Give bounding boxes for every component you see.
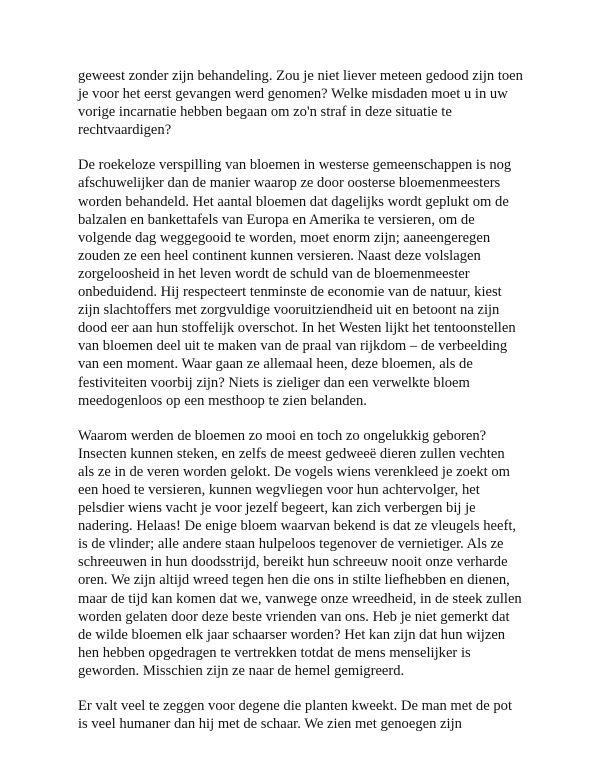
paragraph-2: [78, 156, 548, 409]
text-line: zijn slachtoffers met zorgvuldige vooruitziendheid uit en betoont na zijn: [78, 302, 500, 319]
text-line: Waarom werden de bloemen zo mooi en toch zo ongelukkig geboren?: [78, 427, 487, 444]
text-line: De roekeloze verspilling van bloemen in westerse gemeenschappen is nog: [78, 157, 512, 174]
text-line: rechtvaardigen?: [78, 122, 172, 139]
text-line: als ze in de veren worden gelokt. De vogels wiens verenkleed je zoekt om: [78, 463, 510, 480]
text-line: een hoed te versieren, kunnen wegvliegen voor hun achtervolger, het: [78, 481, 480, 498]
text-line: onbeduidend. Hij respecteert tenminste de economie van de natuur, kiest: [78, 284, 502, 301]
paragraph-1: [78, 67, 548, 139]
text-line: geworden. Misschien zijn ze naar de hemel gemigreerd.: [78, 662, 405, 679]
text-line: pelsdier wiens vacht je voor jezelf begeert, kan zich verbergen bij je: [78, 500, 476, 517]
text-line: is veel humaner dan hij met de schaar. We zien met genoegen zijn: [78, 716, 462, 733]
paragraph-3: [78, 427, 548, 680]
text-line: balzalen en bankettafels van Europa en Amerika te versieren, om de: [78, 211, 475, 228]
text-line: zouden ze een heel continent kunnen versieren. Naast deze volslagen: [78, 247, 481, 264]
text-line: Er valt veel te zeggen voor degene die planten kweekt. De man met de pot: [78, 698, 512, 714]
text-line: de wilde bloemen elk jaar schaarser worden? Het kan zijn dat hun wijzen: [78, 626, 506, 643]
document-page: [78, 67, 548, 750]
text-line: dood eer aan hun stoffelijk overschot. In het Westen lijkt het tentoonstellen: [78, 320, 516, 337]
text-line: nadering. Helaas! De enige bloem waarvan bekend is dat ze vleugels heeft,: [78, 518, 517, 535]
text-line: maar de tijd kan komen dat we, vanwege onze wreedheid, in de steek zullen: [78, 590, 522, 607]
text-line: schreeuwen in hun doodsstrijd, bereikt hun schreeuw nooit onze verharde: [78, 554, 508, 571]
text-line: meedogenloos op een mesthoop te zien belanden.: [78, 392, 367, 409]
text-line: oren. We zijn altijd wreed tegen hen die ons in stilte liefhebben en dienen,: [78, 572, 510, 589]
text-line: worden behandeld. Het aantal bloemen dat dagelijks wordt geplukt om de: [78, 193, 509, 210]
text-line: vorige incarnatie hebben begaan om zo'n straf in deze situatie te: [78, 104, 452, 121]
text-line: Insecten kunnen steken, en zelfs de meest gedweeë dieren zullen vechten: [78, 445, 505, 462]
text-line: van bloemen deel uit te maken van de praal van rijkdom – de verbeelding: [78, 338, 508, 355]
paragraph-4: [78, 697, 548, 733]
text-line: geweest zonder zijn behandeling. Zou je niet liever meteen gedood zijn toen: [78, 68, 523, 84]
text-line: hen hebben opgedragen te vertrekken totdat de mens menselijker is: [78, 644, 471, 661]
text-line: afschuwelijker dan de manier waarop ze door oosterse bloemenmeesters: [78, 175, 501, 192]
text-line: is de vlinder; alle andere staan hulpeloos tegenover de vernietiger. Als ze: [78, 536, 504, 553]
text-line: zorgeloosheid in het leven wordt de schuld van de bloemenmeester: [78, 265, 470, 282]
text-line: festiviteiten voorbij zijn? Niets is zieliger dan een verwelkte bloem: [78, 374, 470, 391]
text-line: volgende dag weggegooid te worden, moet enorm zijn; aaneengeregen: [78, 229, 491, 246]
text-line: van een moment. Waar gaan ze allemaal heen, deze bloemen, als de: [78, 356, 473, 373]
text-line: je voor het eerst gevangen werd genomen? Welke misdaden moet u in uw: [78, 86, 508, 103]
text-line: worden gelaten door deze beste vrienden van ons. Heb je niet gemerkt dat: [78, 608, 510, 625]
